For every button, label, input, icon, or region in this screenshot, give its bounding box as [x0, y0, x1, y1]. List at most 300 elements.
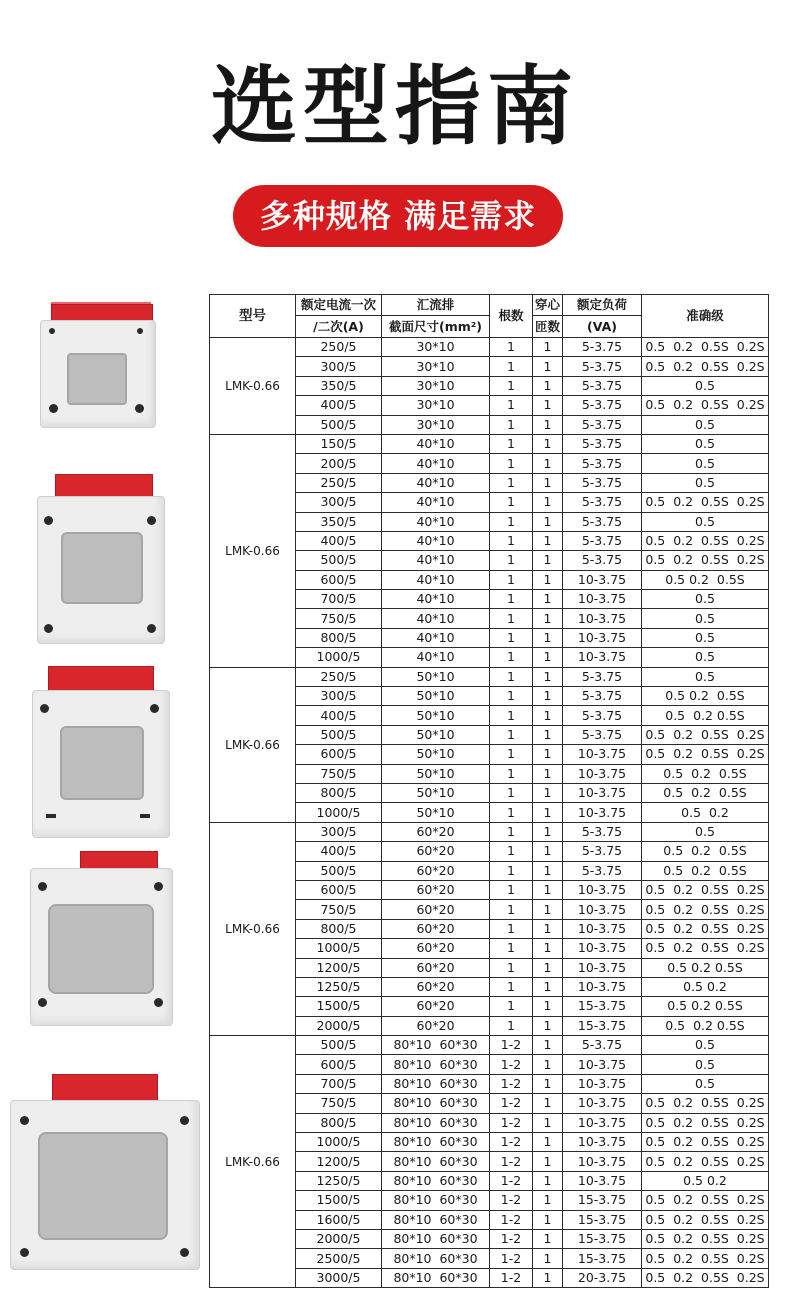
busbar-cell: 60*20: [382, 861, 490, 880]
accuracy-cell: 0.5 0.2 0.5S: [642, 706, 769, 725]
table-row: [210, 1036, 769, 1055]
count-cell: 1: [490, 783, 533, 802]
header-turns-line1: 穿心: [533, 295, 563, 316]
count-cell: 1: [490, 434, 533, 453]
load-cell: 10-3.75: [563, 764, 642, 783]
turns-cell: 1: [533, 454, 563, 473]
count-cell: 1-2: [490, 1229, 533, 1248]
accuracy-cell: 0.5: [642, 590, 769, 609]
busbar-cell: 30*10: [382, 415, 490, 434]
count-cell: 1: [490, 473, 533, 492]
accuracy-cell: 0.5: [642, 1055, 769, 1074]
table-row: [210, 434, 769, 453]
busbar-cell: 50*10: [382, 706, 490, 725]
accuracy-cell: 0.5: [642, 434, 769, 453]
table-row: [210, 822, 769, 841]
turns-cell: 1: [533, 1210, 563, 1229]
count-cell: 1: [490, 376, 533, 395]
model-cell: LMK-0.66: [210, 667, 296, 822]
count-cell: 1-2: [490, 1074, 533, 1093]
accuracy-cell: 0.5 0.2 0.5S 0.2S: [642, 551, 769, 570]
model-cell: LMK-0.66: [210, 338, 296, 435]
model-cell: LMK-0.66: [210, 434, 296, 667]
accuracy-cell: 0.5 0.2 0.5S: [642, 861, 769, 880]
busbar-cell: 40*10: [382, 454, 490, 473]
load-cell: 5-3.75: [563, 1036, 642, 1055]
busbar-cell: 50*10: [382, 803, 490, 822]
turns-cell: 1: [533, 997, 563, 1016]
turns-cell: 1: [533, 977, 563, 996]
load-cell: 5-3.75: [563, 357, 642, 376]
busbar-cell: 40*10: [382, 531, 490, 550]
count-cell: 1: [490, 919, 533, 938]
load-cell: 10-3.75: [563, 1094, 642, 1113]
current-cell: 250/5: [296, 473, 382, 492]
turns-cell: 1: [533, 338, 563, 357]
count-cell: 1: [490, 687, 533, 706]
accuracy-cell: 0.5 0.2 0.5S 0.2S: [642, 396, 769, 415]
busbar-cell: 60*20: [382, 822, 490, 841]
model-cell: LMK-0.66: [210, 1036, 296, 1288]
accuracy-cell: 0.5 0.2 0.5S 0.2S: [642, 531, 769, 550]
load-cell: 5-3.75: [563, 493, 642, 512]
count-cell: 1: [490, 667, 533, 686]
load-cell: 10-3.75: [563, 590, 642, 609]
load-cell: 10-3.75: [563, 900, 642, 919]
turns-cell: 1: [533, 1055, 563, 1074]
count-cell: 1: [490, 338, 533, 357]
current-cell: 300/5: [296, 822, 382, 841]
busbar-cell: 60*20: [382, 919, 490, 938]
busbar-cell: 40*10: [382, 609, 490, 628]
load-cell: 10-3.75: [563, 880, 642, 899]
current-cell: 300/5: [296, 687, 382, 706]
accuracy-cell: 0.5 0.2 0.5S 0.2S: [642, 1249, 769, 1268]
accuracy-cell: 0.5 0.2 0.5S 0.2S: [642, 900, 769, 919]
turns-cell: 1: [533, 473, 563, 492]
turns-cell: 1: [533, 531, 563, 550]
turns-cell: 1: [533, 609, 563, 628]
accuracy-cell: 0.5 0.2 0.5S 0.2S: [642, 338, 769, 357]
current-cell: 750/5: [296, 900, 382, 919]
current-cell: 1000/5: [296, 1133, 382, 1152]
spec-table: [209, 294, 769, 1288]
turns-cell: 1: [533, 1016, 563, 1035]
count-cell: 1: [490, 958, 533, 977]
count-cell: 1-2: [490, 1094, 533, 1113]
busbar-cell: 60*20: [382, 880, 490, 899]
load-cell: 5-3.75: [563, 396, 642, 415]
accuracy-cell: 0.5 0.2 0.5S: [642, 764, 769, 783]
accuracy-cell: 0.5: [642, 667, 769, 686]
count-cell: 1: [490, 415, 533, 434]
count-cell: 1: [490, 861, 533, 880]
accuracy-cell: 0.5: [642, 454, 769, 473]
load-cell: 10-3.75: [563, 628, 642, 647]
product-image-5: [8, 1072, 200, 1272]
load-cell: 5-3.75: [563, 415, 642, 434]
accuracy-cell: 0.5: [642, 1074, 769, 1093]
busbar-cell: 30*10: [382, 338, 490, 357]
current-cell: 400/5: [296, 706, 382, 725]
current-cell: 800/5: [296, 783, 382, 802]
accuracy-cell: 0.5: [642, 648, 769, 667]
subtitle-badge: 多种规格 满足需求: [233, 185, 563, 247]
accuracy-cell: 0.5: [642, 628, 769, 647]
turns-cell: 1: [533, 493, 563, 512]
turns-cell: 1: [533, 764, 563, 783]
load-cell: 10-3.75: [563, 609, 642, 628]
count-cell: 1: [490, 570, 533, 589]
count-cell: 1-2: [490, 1249, 533, 1268]
count-cell: 1-2: [490, 1268, 533, 1287]
accuracy-cell: 0.5 0.2 0.5S 0.2S: [642, 939, 769, 958]
current-cell: 1000/5: [296, 803, 382, 822]
busbar-cell: 80*10 60*30: [382, 1249, 490, 1268]
busbar-cell: 50*10: [382, 725, 490, 744]
count-cell: 1: [490, 803, 533, 822]
turns-cell: 1: [533, 745, 563, 764]
load-cell: 10-3.75: [563, 570, 642, 589]
accuracy-cell: 0.5: [642, 822, 769, 841]
count-cell: 1: [490, 880, 533, 899]
accuracy-cell: 0.5 0.2 0.5S 0.2S: [642, 357, 769, 376]
count-cell: 1: [490, 357, 533, 376]
current-cell: 500/5: [296, 551, 382, 570]
current-cell: 600/5: [296, 880, 382, 899]
load-cell: 10-3.75: [563, 977, 642, 996]
accuracy-cell: 0.5 0.2 0.5S 0.2S: [642, 1229, 769, 1248]
count-cell: 1: [490, 842, 533, 861]
busbar-cell: 80*10 60*30: [382, 1055, 490, 1074]
current-cell: 350/5: [296, 376, 382, 395]
count-cell: 1-2: [490, 1210, 533, 1229]
count-cell: 1: [490, 1016, 533, 1035]
busbar-cell: 40*10: [382, 493, 490, 512]
turns-cell: 1: [533, 376, 563, 395]
load-cell: 10-3.75: [563, 919, 642, 938]
accuracy-cell: 0.5 0.2 0.5S: [642, 842, 769, 861]
busbar-cell: 40*10: [382, 590, 490, 609]
busbar-cell: 80*10 60*30: [382, 1171, 490, 1190]
count-cell: 1-2: [490, 1113, 533, 1132]
turns-cell: 1: [533, 706, 563, 725]
count-cell: 1-2: [490, 1036, 533, 1055]
count-cell: 1: [490, 493, 533, 512]
count-cell: 1: [490, 977, 533, 996]
busbar-cell: 40*10: [382, 628, 490, 647]
load-cell: 10-3.75: [563, 1055, 642, 1074]
turns-cell: 1: [533, 396, 563, 415]
accuracy-cell: 0.5 0.2: [642, 977, 769, 996]
busbar-cell: 80*10 60*30: [382, 1094, 490, 1113]
turns-cell: 1: [533, 900, 563, 919]
load-cell: 5-3.75: [563, 531, 642, 550]
count-cell: 1: [490, 512, 533, 531]
count-cell: 1: [490, 454, 533, 473]
busbar-cell: 60*20: [382, 900, 490, 919]
count-cell: 1: [490, 939, 533, 958]
turns-cell: 1: [533, 667, 563, 686]
load-cell: 10-3.75: [563, 1113, 642, 1132]
load-cell: 5-3.75: [563, 551, 642, 570]
turns-cell: 1: [533, 822, 563, 841]
accuracy-cell: 0.5 0.2 0.5S 0.2S: [642, 745, 769, 764]
load-cell: 15-3.75: [563, 1210, 642, 1229]
header-busbar-line1: 汇流排: [382, 295, 490, 316]
product-image-4: [28, 848, 173, 1028]
turns-cell: 1: [533, 1113, 563, 1132]
accuracy-cell: 0.5 0.2 0.5S 0.2S: [642, 1113, 769, 1132]
busbar-cell: 60*20: [382, 939, 490, 958]
turns-cell: 1: [533, 1191, 563, 1210]
current-cell: 300/5: [296, 493, 382, 512]
load-cell: 5-3.75: [563, 842, 642, 861]
count-cell: 1: [490, 609, 533, 628]
turns-cell: 1: [533, 687, 563, 706]
current-cell: 800/5: [296, 1113, 382, 1132]
table-row: [210, 338, 769, 357]
accuracy-cell: 0.5 0.2 0.5S 0.2S: [642, 919, 769, 938]
busbar-cell: 60*20: [382, 977, 490, 996]
turns-cell: 1: [533, 958, 563, 977]
accuracy-cell: 0.5 0.2: [642, 1171, 769, 1190]
turns-cell: 1: [533, 648, 563, 667]
load-cell: 5-3.75: [563, 376, 642, 395]
load-cell: 5-3.75: [563, 687, 642, 706]
busbar-cell: 80*10 60*30: [382, 1229, 490, 1248]
accuracy-cell: 0.5 0.2 0.5S 0.2S: [642, 1268, 769, 1287]
busbar-cell: 60*20: [382, 1016, 490, 1035]
load-cell: 10-3.75: [563, 958, 642, 977]
current-cell: 750/5: [296, 609, 382, 628]
turns-cell: 1: [533, 415, 563, 434]
turns-cell: 1: [533, 512, 563, 531]
accuracy-cell: 0.5 0.2 0.5S 0.2S: [642, 1191, 769, 1210]
turns-cell: 1: [533, 1268, 563, 1287]
count-cell: 1-2: [490, 1152, 533, 1171]
header-load-line1: 额定负荷: [563, 295, 642, 316]
load-cell: 10-3.75: [563, 1074, 642, 1093]
load-cell: 10-3.75: [563, 803, 642, 822]
load-cell: 15-3.75: [563, 1249, 642, 1268]
load-cell: 10-3.75: [563, 745, 642, 764]
busbar-cell: 80*10 60*30: [382, 1036, 490, 1055]
turns-cell: 1: [533, 1152, 563, 1171]
current-cell: 1500/5: [296, 1191, 382, 1210]
load-cell: 10-3.75: [563, 1133, 642, 1152]
accuracy-cell: 0.5 0.2 0.5S: [642, 570, 769, 589]
model-cell: LMK-0.66: [210, 822, 296, 1035]
count-cell: 1-2: [490, 1055, 533, 1074]
accuracy-cell: 0.5: [642, 609, 769, 628]
load-cell: 5-3.75: [563, 861, 642, 880]
count-cell: 1: [490, 648, 533, 667]
table-row: [210, 667, 769, 686]
current-cell: 2000/5: [296, 1016, 382, 1035]
accuracy-cell: 0.5: [642, 512, 769, 531]
busbar-cell: 60*20: [382, 997, 490, 1016]
current-cell: 200/5: [296, 454, 382, 473]
load-cell: 5-3.75: [563, 454, 642, 473]
load-cell: 10-3.75: [563, 939, 642, 958]
turns-cell: 1: [533, 919, 563, 938]
load-cell: 15-3.75: [563, 1191, 642, 1210]
load-cell: 5-3.75: [563, 338, 642, 357]
turns-cell: 1: [533, 590, 563, 609]
turns-cell: 1: [533, 357, 563, 376]
accuracy-cell: 0.5 0.2 0.5S 0.2S: [642, 1210, 769, 1229]
current-cell: 500/5: [296, 861, 382, 880]
turns-cell: 1: [533, 1171, 563, 1190]
current-cell: 700/5: [296, 590, 382, 609]
turns-cell: 1: [533, 803, 563, 822]
busbar-cell: 30*10: [382, 376, 490, 395]
current-cell: 1000/5: [296, 648, 382, 667]
load-cell: 5-3.75: [563, 667, 642, 686]
header-busbar-line2: 截面尺寸(mm²): [382, 316, 490, 338]
count-cell: 1: [490, 900, 533, 919]
busbar-cell: 40*10: [382, 512, 490, 531]
current-cell: 1250/5: [296, 977, 382, 996]
load-cell: 10-3.75: [563, 648, 642, 667]
count-cell: 1-2: [490, 1133, 533, 1152]
turns-cell: 1: [533, 783, 563, 802]
current-cell: 2500/5: [296, 1249, 382, 1268]
count-cell: 1: [490, 706, 533, 725]
current-cell: 3000/5: [296, 1268, 382, 1287]
load-cell: 15-3.75: [563, 1229, 642, 1248]
accuracy-cell: 0.5 0.2 0.5S: [642, 687, 769, 706]
count-cell: 1: [490, 551, 533, 570]
header-load-line2: (VA): [563, 316, 642, 338]
accuracy-cell: 0.5 0.2 0.5S: [642, 958, 769, 977]
accuracy-cell: 0.5 0.2 0.5S 0.2S: [642, 725, 769, 744]
turns-cell: 1: [533, 1249, 563, 1268]
product-image-3: [30, 664, 170, 839]
busbar-cell: 40*10: [382, 648, 490, 667]
turns-cell: 1: [533, 1036, 563, 1055]
header-accuracy: 准确级: [642, 295, 769, 338]
accuracy-cell: 0.5 0.2: [642, 803, 769, 822]
busbar-cell: 80*10 60*30: [382, 1268, 490, 1287]
busbar-cell: 50*10: [382, 745, 490, 764]
current-cell: 1200/5: [296, 1152, 382, 1171]
turns-cell: 1: [533, 551, 563, 570]
current-cell: 1500/5: [296, 997, 382, 1016]
busbar-cell: 80*10 60*30: [382, 1133, 490, 1152]
header-current-line2: /二次(A): [296, 316, 382, 338]
accuracy-cell: 0.5 0.2 0.5S: [642, 997, 769, 1016]
count-cell: 1: [490, 745, 533, 764]
busbar-cell: 50*10: [382, 687, 490, 706]
count-cell: 1: [490, 725, 533, 744]
header-model: 型号: [210, 295, 296, 338]
current-cell: 250/5: [296, 338, 382, 357]
accuracy-cell: 0.5: [642, 376, 769, 395]
load-cell: 5-3.75: [563, 434, 642, 453]
busbar-cell: 50*10: [382, 783, 490, 802]
header-turns-line2: 匝数: [533, 316, 563, 338]
page-title: 选型指南: [211, 57, 579, 157]
current-cell: 400/5: [296, 842, 382, 861]
load-cell: 5-3.75: [563, 706, 642, 725]
load-cell: 5-3.75: [563, 473, 642, 492]
current-cell: 400/5: [296, 396, 382, 415]
spec-table-body: [210, 338, 769, 1288]
turns-cell: 1: [533, 842, 563, 861]
busbar-cell: 60*20: [382, 842, 490, 861]
load-cell: 15-3.75: [563, 997, 642, 1016]
current-cell: 600/5: [296, 745, 382, 764]
current-cell: 700/5: [296, 1074, 382, 1093]
current-cell: 1600/5: [296, 1210, 382, 1229]
count-cell: 1: [490, 531, 533, 550]
load-cell: 5-3.75: [563, 725, 642, 744]
turns-cell: 1: [533, 861, 563, 880]
accuracy-cell: 0.5: [642, 415, 769, 434]
accuracy-cell: 0.5 0.2 0.5S 0.2S: [642, 1094, 769, 1113]
busbar-cell: 40*10: [382, 570, 490, 589]
current-cell: 250/5: [296, 667, 382, 686]
turns-cell: 1: [533, 939, 563, 958]
busbar-cell: 40*10: [382, 551, 490, 570]
current-cell: 300/5: [296, 357, 382, 376]
current-cell: 750/5: [296, 1094, 382, 1113]
current-cell: 500/5: [296, 725, 382, 744]
count-cell: 1: [490, 590, 533, 609]
current-cell: 750/5: [296, 764, 382, 783]
load-cell: 5-3.75: [563, 512, 642, 531]
accuracy-cell: 0.5 0.2 0.5S 0.2S: [642, 1152, 769, 1171]
count-cell: 1: [490, 822, 533, 841]
turns-cell: 1: [533, 1074, 563, 1093]
busbar-cell: 40*10: [382, 473, 490, 492]
current-cell: 600/5: [296, 1055, 382, 1074]
count-cell: 1-2: [490, 1191, 533, 1210]
current-cell: 1200/5: [296, 958, 382, 977]
load-cell: 20-3.75: [563, 1268, 642, 1287]
load-cell: 5-3.75: [563, 822, 642, 841]
turns-cell: 1: [533, 434, 563, 453]
turns-cell: 1: [533, 570, 563, 589]
turns-cell: 1: [533, 628, 563, 647]
load-cell: 10-3.75: [563, 1152, 642, 1171]
turns-cell: 1: [533, 1133, 563, 1152]
accuracy-cell: 0.5: [642, 1036, 769, 1055]
load-cell: 10-3.75: [563, 783, 642, 802]
current-cell: 1000/5: [296, 939, 382, 958]
turns-cell: 1: [533, 1229, 563, 1248]
load-cell: 10-3.75: [563, 1171, 642, 1190]
busbar-cell: 80*10 60*30: [382, 1191, 490, 1210]
current-cell: 500/5: [296, 415, 382, 434]
turns-cell: 1: [533, 880, 563, 899]
current-cell: 500/5: [296, 1036, 382, 1055]
busbar-cell: 30*10: [382, 396, 490, 415]
count-cell: 1-2: [490, 1171, 533, 1190]
product-image-2: [35, 470, 165, 645]
product-image-1: [37, 298, 157, 428]
accuracy-cell: 0.5 0.2 0.5S 0.2S: [642, 493, 769, 512]
accuracy-cell: 0.5 0.2 0.5S 0.2S: [642, 880, 769, 899]
current-cell: 800/5: [296, 919, 382, 938]
current-cell: 350/5: [296, 512, 382, 531]
busbar-cell: 50*10: [382, 764, 490, 783]
load-cell: 15-3.75: [563, 1016, 642, 1035]
current-cell: 1250/5: [296, 1171, 382, 1190]
current-cell: 600/5: [296, 570, 382, 589]
